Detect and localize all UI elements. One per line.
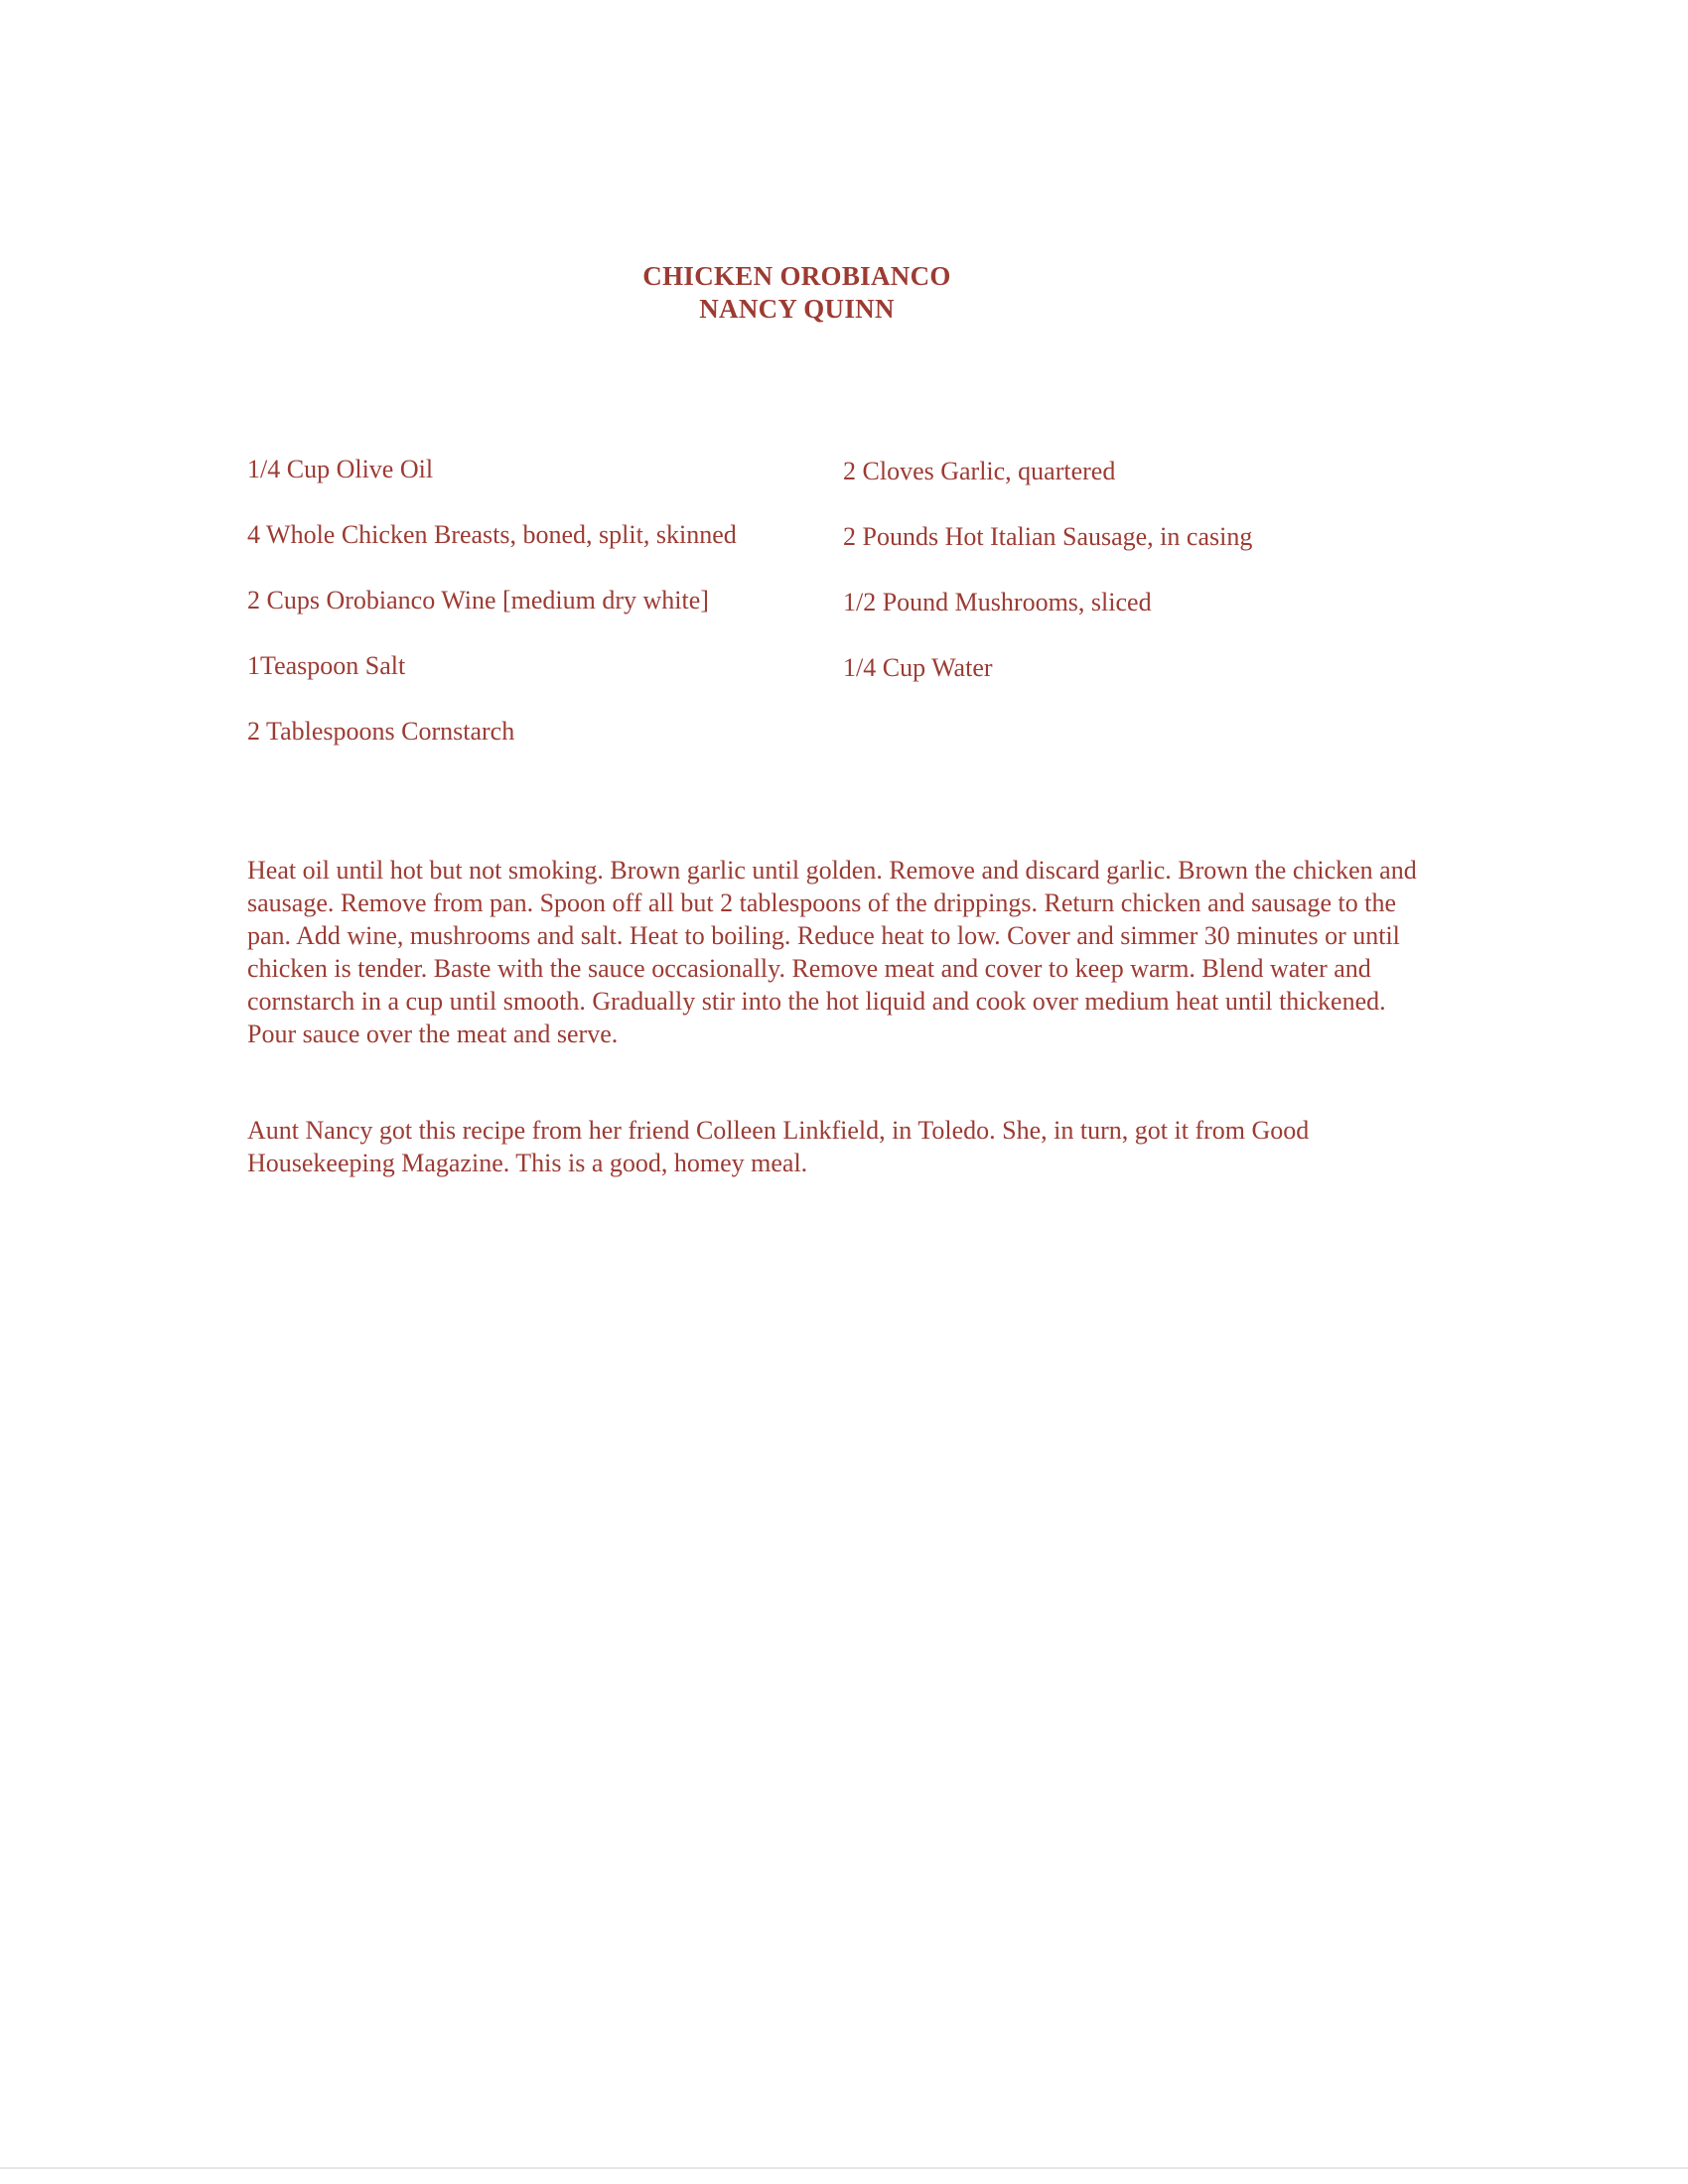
ingredient-row: [247, 455, 1439, 520]
ingredient-item: 2 Cups Orobianco Wine [medium dry white]: [247, 586, 709, 614]
ingredient-row: [247, 520, 1439, 586]
recipe-author: NANCY QUINN: [699, 294, 895, 324]
ingredient-item: 2 Cloves Garlic, quartered: [843, 457, 1116, 485]
ingredient-item: 1/4 Cup Olive Oil: [247, 455, 434, 483]
ingredient-item: 1/4 Cup Water: [843, 653, 993, 682]
ingredient-item: 1/2 Pound Mushrooms, sliced: [843, 588, 1152, 616]
ingredient-row: [247, 651, 1439, 717]
page-bottom-edge: [0, 2167, 1688, 2169]
ingredient-item: 1Teaspoon Salt: [247, 651, 406, 680]
ingredient-item: 2 Tablespoons Cornstarch: [247, 717, 515, 746]
recipe-title: CHICKEN OROBIANCO: [642, 261, 951, 291]
ingredient-list: [247, 455, 1439, 782]
ingredient-item: 4 Whole Chicken Breasts, boned, split, skinned: [247, 520, 737, 549]
recipe-note: Aunt Nancy got this recipe from her friend Colleen Linkfield, in Toledo. She, in turn, got it from Good Housekeeping Magazine. This is a good, homey meal.: [247, 1116, 1310, 1177]
recipe-header: [0, 260, 1594, 326]
ingredient-item: 2 Pounds Hot Italian Sausage, in casing: [843, 522, 1253, 551]
ingredient-row: [247, 586, 1439, 651]
recipe-instructions: Heat oil until hot but not smoking. Brown garlic until golden. Remove and discard garlic. Brown the chicken and sausage. Remove from pan. Spoon off all but 2 tablespoons of the drippings. Return chicken and sausage to the pan. Add wine, mushrooms and salt. Heat to boiling. Reduce heat to low. Cover and simmer 30 minutes or until chicken is tender. Baste with the sauce occasionally. Remove meat and cover to keep warm. Blend water and cornstarch in a cup until smooth. Gradually stir into the hot liquid and cook over medium heat until thickened. Pour sauce over the meat and serve.: [247, 856, 1417, 1048]
ingredient-row: [247, 717, 1439, 782]
